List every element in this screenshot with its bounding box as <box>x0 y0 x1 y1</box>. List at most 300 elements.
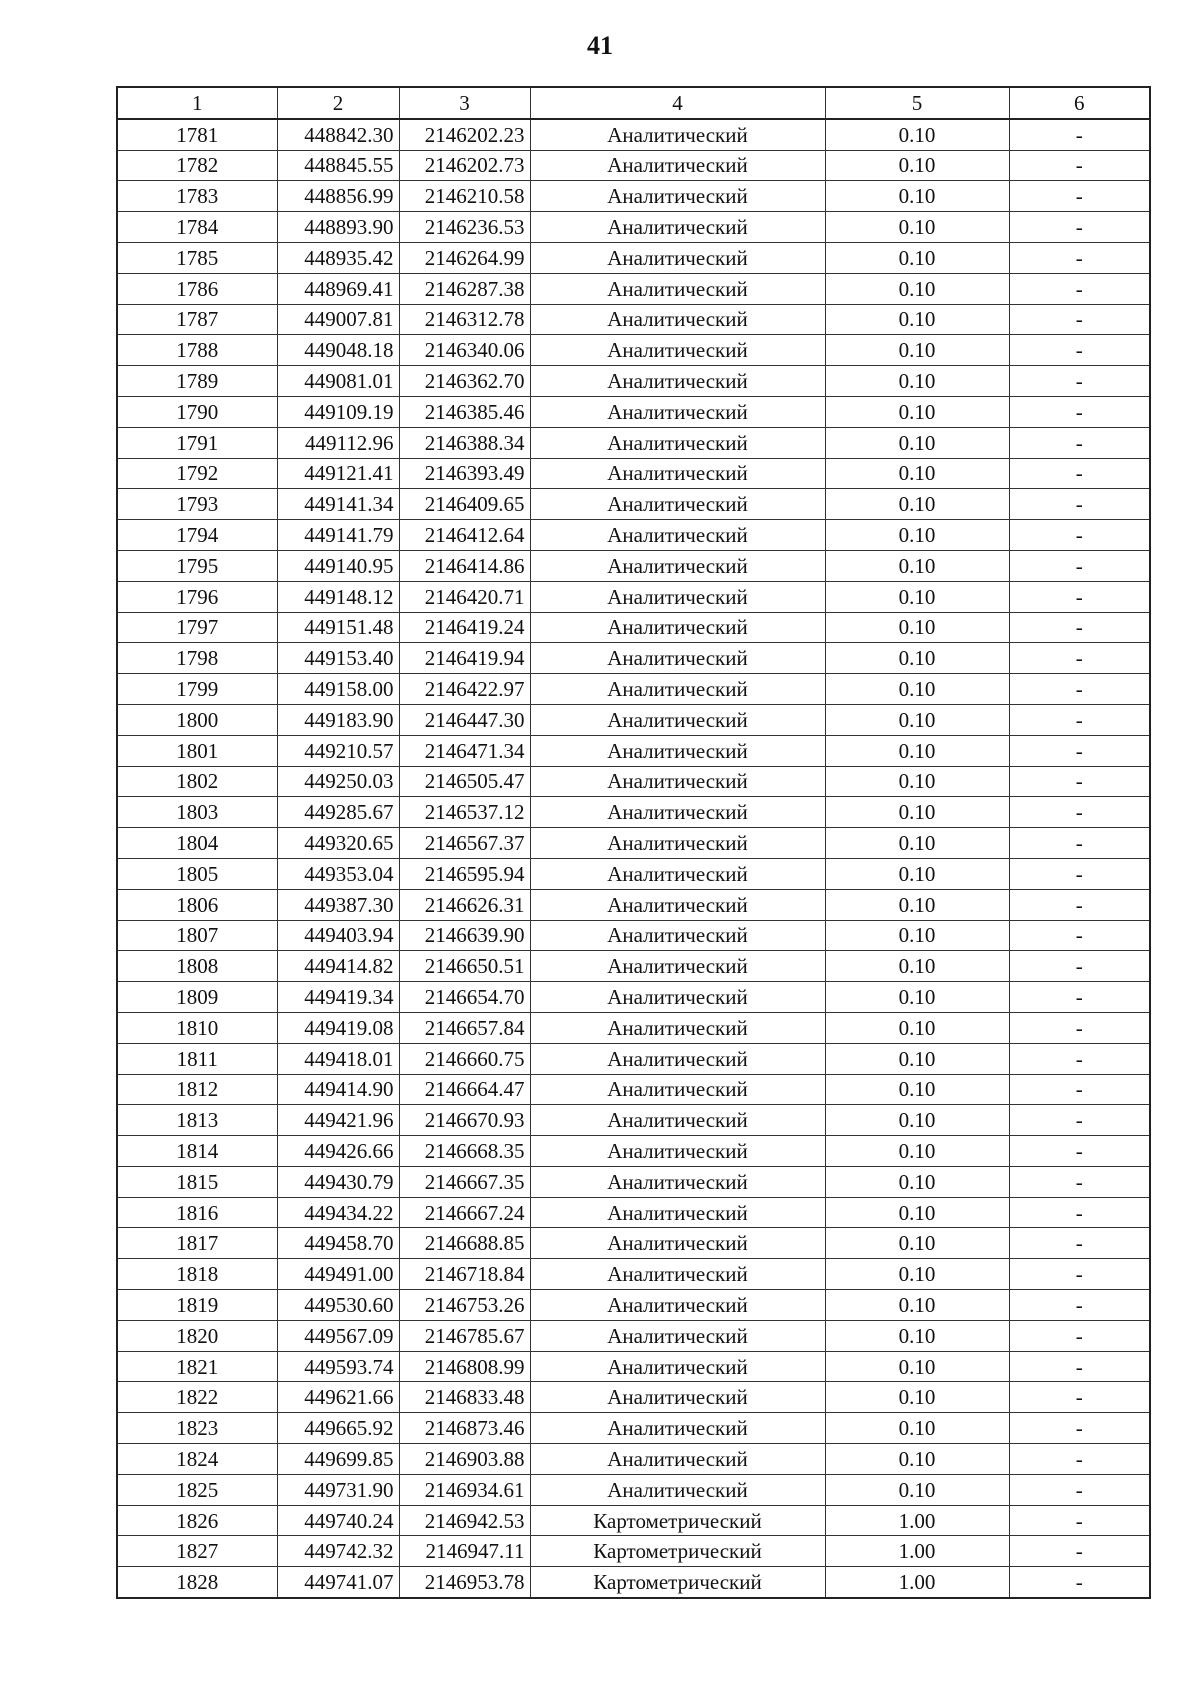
cell-x-coordinate: 449593.74 <box>277 1351 399 1382</box>
cell-y-coordinate: 2146567.37 <box>399 828 530 859</box>
cell-point-number: 1798 <box>117 643 277 674</box>
cell-note: - <box>1009 858 1150 889</box>
cell-x-coordinate: 449740.24 <box>277 1505 399 1536</box>
table-row <box>117 797 1150 828</box>
cell-x-coordinate: 449151.48 <box>277 612 399 643</box>
cell-note: - <box>1009 1351 1150 1382</box>
cell-y-coordinate: 2146210.58 <box>399 181 530 212</box>
table-row <box>117 1228 1150 1259</box>
cell-point-number: 1792 <box>117 458 277 489</box>
cell-note: - <box>1009 273 1150 304</box>
cell-y-coordinate: 2146419.94 <box>399 643 530 674</box>
cell-x-coordinate: 449210.57 <box>277 735 399 766</box>
cell-accuracy: 0.10 <box>825 396 1009 427</box>
cell-note: - <box>1009 181 1150 212</box>
cell-method: Картометрический <box>530 1536 825 1567</box>
cell-point-number: 1808 <box>117 951 277 982</box>
table-row <box>117 766 1150 797</box>
cell-method: Аналитический <box>530 704 825 735</box>
cell-method: Аналитический <box>530 766 825 797</box>
cell-note: - <box>1009 797 1150 828</box>
table-row <box>117 735 1150 766</box>
cell-accuracy: 0.10 <box>825 212 1009 243</box>
cell-x-coordinate: 449121.41 <box>277 458 399 489</box>
cell-x-coordinate: 448935.42 <box>277 242 399 273</box>
table-row <box>117 889 1150 920</box>
cell-y-coordinate: 2146412.64 <box>399 520 530 551</box>
cell-method: Аналитический <box>530 273 825 304</box>
cell-accuracy: 0.10 <box>825 1012 1009 1043</box>
cell-point-number: 1801 <box>117 735 277 766</box>
cell-x-coordinate: 449434.22 <box>277 1197 399 1228</box>
cell-accuracy: 0.10 <box>825 150 1009 181</box>
cell-y-coordinate: 2146264.99 <box>399 242 530 273</box>
cell-point-number: 1799 <box>117 674 277 705</box>
table-row <box>117 704 1150 735</box>
cell-y-coordinate: 2146753.26 <box>399 1290 530 1321</box>
cell-note: - <box>1009 1413 1150 1444</box>
cell-point-number: 1781 <box>117 119 277 150</box>
cell-y-coordinate: 2146414.86 <box>399 550 530 581</box>
cell-y-coordinate: 2146833.48 <box>399 1382 530 1413</box>
table-row <box>117 1166 1150 1197</box>
table-row <box>117 550 1150 581</box>
cell-note: - <box>1009 335 1150 366</box>
table-row <box>117 612 1150 643</box>
cell-note: - <box>1009 889 1150 920</box>
cell-y-coordinate: 2146650.51 <box>399 951 530 982</box>
cell-method: Аналитический <box>530 458 825 489</box>
cell-accuracy: 1.00 <box>825 1505 1009 1536</box>
table-row <box>117 181 1150 212</box>
cell-note: - <box>1009 427 1150 458</box>
table-row <box>117 427 1150 458</box>
cell-x-coordinate: 449530.60 <box>277 1290 399 1321</box>
cell-x-coordinate: 449183.90 <box>277 704 399 735</box>
cell-method: Аналитический <box>530 1382 825 1413</box>
cell-point-number: 1802 <box>117 766 277 797</box>
cell-accuracy: 0.10 <box>825 1136 1009 1167</box>
table-row <box>117 982 1150 1013</box>
cell-note: - <box>1009 304 1150 335</box>
cell-point-number: 1807 <box>117 920 277 951</box>
table-row <box>117 1413 1150 1444</box>
cell-note: - <box>1009 242 1150 273</box>
cell-note: - <box>1009 674 1150 705</box>
cell-x-coordinate: 449665.92 <box>277 1413 399 1444</box>
cell-point-number: 1810 <box>117 1012 277 1043</box>
cell-accuracy: 1.00 <box>825 1536 1009 1567</box>
cell-accuracy: 0.10 <box>825 643 1009 674</box>
cell-x-coordinate: 449419.34 <box>277 982 399 1013</box>
cell-point-number: 1827 <box>117 1536 277 1567</box>
cell-accuracy: 0.10 <box>825 335 1009 366</box>
cell-method: Аналитический <box>530 1074 825 1105</box>
cell-point-number: 1796 <box>117 581 277 612</box>
cell-y-coordinate: 2146362.70 <box>399 366 530 397</box>
cell-x-coordinate: 449081.01 <box>277 366 399 397</box>
cell-method: Аналитический <box>530 119 825 150</box>
cell-method: Аналитический <box>530 1105 825 1136</box>
cell-note: - <box>1009 612 1150 643</box>
cell-point-number: 1813 <box>117 1105 277 1136</box>
column-header-3: 3 <box>399 87 530 119</box>
table-row <box>117 858 1150 889</box>
cell-point-number: 1809 <box>117 982 277 1013</box>
cell-y-coordinate: 2146202.23 <box>399 119 530 150</box>
cell-note: - <box>1009 1474 1150 1505</box>
cell-method: Аналитический <box>530 858 825 889</box>
cell-x-coordinate: 449007.81 <box>277 304 399 335</box>
cell-accuracy: 0.10 <box>825 797 1009 828</box>
cell-point-number: 1806 <box>117 889 277 920</box>
cell-note: - <box>1009 1166 1150 1197</box>
table-row <box>117 828 1150 859</box>
cell-y-coordinate: 2146668.35 <box>399 1136 530 1167</box>
cell-accuracy: 0.10 <box>825 119 1009 150</box>
cell-point-number: 1811 <box>117 1043 277 1074</box>
cell-accuracy: 0.10 <box>825 242 1009 273</box>
cell-note: - <box>1009 1505 1150 1536</box>
cell-method: Аналитический <box>530 951 825 982</box>
column-header-1: 1 <box>117 87 277 119</box>
table-row <box>117 150 1150 181</box>
cell-method: Аналитический <box>530 1413 825 1444</box>
table-row <box>117 920 1150 951</box>
cell-y-coordinate: 2146718.84 <box>399 1259 530 1290</box>
cell-method: Аналитический <box>530 366 825 397</box>
cell-accuracy: 0.10 <box>825 458 1009 489</box>
cell-method: Аналитический <box>530 335 825 366</box>
cell-x-coordinate: 449731.90 <box>277 1474 399 1505</box>
cell-x-coordinate: 449153.40 <box>277 643 399 674</box>
cell-note: - <box>1009 1444 1150 1475</box>
cell-point-number: 1788 <box>117 335 277 366</box>
cell-y-coordinate: 2146409.65 <box>399 489 530 520</box>
cell-accuracy: 0.10 <box>825 612 1009 643</box>
cell-y-coordinate: 2146808.99 <box>399 1351 530 1382</box>
table-body <box>117 119 1150 1598</box>
cell-method: Аналитический <box>530 304 825 335</box>
cell-x-coordinate: 449320.65 <box>277 828 399 859</box>
table-row <box>117 951 1150 982</box>
cell-note: - <box>1009 1567 1150 1598</box>
cell-accuracy: 0.10 <box>825 858 1009 889</box>
cell-x-coordinate: 449491.00 <box>277 1259 399 1290</box>
cell-accuracy: 0.10 <box>825 1351 1009 1382</box>
cell-y-coordinate: 2146639.90 <box>399 920 530 951</box>
table-row <box>117 1351 1150 1382</box>
table-row <box>117 1444 1150 1475</box>
cell-point-number: 1791 <box>117 427 277 458</box>
cell-y-coordinate: 2146873.46 <box>399 1413 530 1444</box>
cell-x-coordinate: 449426.66 <box>277 1136 399 1167</box>
cell-note: - <box>1009 982 1150 1013</box>
cell-accuracy: 0.10 <box>825 1474 1009 1505</box>
header-row <box>117 87 1150 119</box>
cell-y-coordinate: 2146537.12 <box>399 797 530 828</box>
cell-point-number: 1795 <box>117 550 277 581</box>
cell-x-coordinate: 448969.41 <box>277 273 399 304</box>
cell-point-number: 1797 <box>117 612 277 643</box>
cell-note: - <box>1009 1290 1150 1321</box>
cell-method: Аналитический <box>530 643 825 674</box>
cell-x-coordinate: 449048.18 <box>277 335 399 366</box>
table-row <box>117 1197 1150 1228</box>
cell-method: Аналитический <box>530 181 825 212</box>
cell-note: - <box>1009 1536 1150 1567</box>
cell-note: - <box>1009 458 1150 489</box>
cell-accuracy: 0.10 <box>825 982 1009 1013</box>
cell-x-coordinate: 449414.82 <box>277 951 399 982</box>
cell-point-number: 1821 <box>117 1351 277 1382</box>
cell-y-coordinate: 2146903.88 <box>399 1444 530 1475</box>
table-row <box>117 458 1150 489</box>
table-row <box>117 581 1150 612</box>
cell-y-coordinate: 2146942.53 <box>399 1505 530 1536</box>
cell-point-number: 1824 <box>117 1444 277 1475</box>
cell-method: Аналитический <box>530 150 825 181</box>
cell-point-number: 1815 <box>117 1166 277 1197</box>
table-row <box>117 119 1150 150</box>
cell-x-coordinate: 449353.04 <box>277 858 399 889</box>
cell-y-coordinate: 2146340.06 <box>399 335 530 366</box>
table-row <box>117 1290 1150 1321</box>
cell-method: Аналитический <box>530 581 825 612</box>
cell-x-coordinate: 449421.96 <box>277 1105 399 1136</box>
cell-note: - <box>1009 1228 1150 1259</box>
column-header-5: 5 <box>825 87 1009 119</box>
table-row <box>117 1012 1150 1043</box>
cell-y-coordinate: 2146447.30 <box>399 704 530 735</box>
cell-note: - <box>1009 1074 1150 1105</box>
cell-method: Аналитический <box>530 828 825 859</box>
cell-x-coordinate: 448842.30 <box>277 119 399 150</box>
cell-note: - <box>1009 766 1150 797</box>
cell-x-coordinate: 448893.90 <box>277 212 399 243</box>
cell-note: - <box>1009 581 1150 612</box>
cell-y-coordinate: 2146664.47 <box>399 1074 530 1105</box>
cell-accuracy: 0.10 <box>825 1043 1009 1074</box>
cell-y-coordinate: 2146660.75 <box>399 1043 530 1074</box>
cell-x-coordinate: 449418.01 <box>277 1043 399 1074</box>
table-row <box>117 335 1150 366</box>
table-header <box>117 87 1150 119</box>
table-row <box>117 1074 1150 1105</box>
cell-x-coordinate: 449567.09 <box>277 1320 399 1351</box>
cell-y-coordinate: 2146385.46 <box>399 396 530 427</box>
cell-point-number: 1822 <box>117 1382 277 1413</box>
cell-x-coordinate: 449419.08 <box>277 1012 399 1043</box>
cell-method: Аналитический <box>530 674 825 705</box>
cell-point-number: 1786 <box>117 273 277 304</box>
cell-y-coordinate: 2146419.24 <box>399 612 530 643</box>
cell-y-coordinate: 2146393.49 <box>399 458 530 489</box>
cell-note: - <box>1009 1043 1150 1074</box>
cell-point-number: 1803 <box>117 797 277 828</box>
table-row <box>117 520 1150 551</box>
cell-accuracy: 0.10 <box>825 1228 1009 1259</box>
cell-x-coordinate: 449458.70 <box>277 1228 399 1259</box>
cell-accuracy: 0.10 <box>825 1382 1009 1413</box>
cell-accuracy: 0.10 <box>825 427 1009 458</box>
table-row <box>117 212 1150 243</box>
cell-note: - <box>1009 1259 1150 1290</box>
cell-method: Аналитический <box>530 1351 825 1382</box>
cell-x-coordinate: 449158.00 <box>277 674 399 705</box>
table-row <box>117 674 1150 705</box>
cell-note: - <box>1009 489 1150 520</box>
cell-point-number: 1783 <box>117 181 277 212</box>
cell-method: Аналитический <box>530 1197 825 1228</box>
table-row <box>117 242 1150 273</box>
cell-x-coordinate: 449387.30 <box>277 889 399 920</box>
cell-accuracy: 0.10 <box>825 581 1009 612</box>
cell-point-number: 1812 <box>117 1074 277 1105</box>
cell-method: Аналитический <box>530 212 825 243</box>
cell-note: - <box>1009 704 1150 735</box>
cell-method: Аналитический <box>530 1012 825 1043</box>
cell-note: - <box>1009 643 1150 674</box>
cell-x-coordinate: 449414.90 <box>277 1074 399 1105</box>
cell-method: Аналитический <box>530 396 825 427</box>
cell-y-coordinate: 2146287.38 <box>399 273 530 304</box>
table-row <box>117 1105 1150 1136</box>
cell-method: Аналитический <box>530 612 825 643</box>
cell-method: Аналитический <box>530 797 825 828</box>
cell-y-coordinate: 2146471.34 <box>399 735 530 766</box>
cell-accuracy: 0.10 <box>825 1166 1009 1197</box>
cell-accuracy: 0.10 <box>825 550 1009 581</box>
cell-accuracy: 0.10 <box>825 1444 1009 1475</box>
cell-y-coordinate: 2146595.94 <box>399 858 530 889</box>
table-row <box>117 643 1150 674</box>
cell-y-coordinate: 2146667.24 <box>399 1197 530 1228</box>
cell-note: - <box>1009 1197 1150 1228</box>
cell-point-number: 1785 <box>117 242 277 273</box>
cell-method: Аналитический <box>530 1474 825 1505</box>
cell-x-coordinate: 449112.96 <box>277 427 399 458</box>
cell-note: - <box>1009 1136 1150 1167</box>
cell-point-number: 1800 <box>117 704 277 735</box>
cell-x-coordinate: 448845.55 <box>277 150 399 181</box>
cell-method: Аналитический <box>530 889 825 920</box>
cell-accuracy: 0.10 <box>825 951 1009 982</box>
cell-note: - <box>1009 150 1150 181</box>
cell-note: - <box>1009 1320 1150 1351</box>
cell-point-number: 1820 <box>117 1320 277 1351</box>
cell-point-number: 1816 <box>117 1197 277 1228</box>
cell-accuracy: 0.10 <box>825 1197 1009 1228</box>
table-row <box>117 366 1150 397</box>
cell-accuracy: 0.10 <box>825 304 1009 335</box>
cell-x-coordinate: 449621.66 <box>277 1382 399 1413</box>
cell-x-coordinate: 449141.79 <box>277 520 399 551</box>
cell-y-coordinate: 2146953.78 <box>399 1567 530 1598</box>
cell-point-number: 1817 <box>117 1228 277 1259</box>
cell-method: Аналитический <box>530 1290 825 1321</box>
cell-method: Картометрический <box>530 1505 825 1536</box>
table-row <box>117 1536 1150 1567</box>
cell-method: Аналитический <box>530 242 825 273</box>
cell-accuracy: 0.10 <box>825 889 1009 920</box>
cell-accuracy: 0.10 <box>825 1413 1009 1444</box>
table-row <box>117 1043 1150 1074</box>
table-row <box>117 1259 1150 1290</box>
cell-point-number: 1823 <box>117 1413 277 1444</box>
cell-accuracy: 0.10 <box>825 1259 1009 1290</box>
cell-method: Аналитический <box>530 1166 825 1197</box>
cell-method: Аналитический <box>530 982 825 1013</box>
cell-y-coordinate: 2146785.67 <box>399 1320 530 1351</box>
cell-accuracy: 0.10 <box>825 920 1009 951</box>
cell-x-coordinate: 448856.99 <box>277 181 399 212</box>
cell-y-coordinate: 2146202.73 <box>399 150 530 181</box>
table-row <box>117 1382 1150 1413</box>
cell-note: - <box>1009 366 1150 397</box>
cell-note: - <box>1009 1105 1150 1136</box>
cell-y-coordinate: 2146947.11 <box>399 1536 530 1567</box>
table-row <box>117 1567 1150 1598</box>
table-row <box>117 489 1150 520</box>
cell-point-number: 1826 <box>117 1505 277 1536</box>
cell-accuracy: 0.10 <box>825 366 1009 397</box>
cell-y-coordinate: 2146422.97 <box>399 674 530 705</box>
cell-accuracy: 1.00 <box>825 1567 1009 1598</box>
cell-note: - <box>1009 1382 1150 1413</box>
cell-point-number: 1793 <box>117 489 277 520</box>
column-header-4: 4 <box>530 87 825 119</box>
cell-y-coordinate: 2146934.61 <box>399 1474 530 1505</box>
coordinates-table <box>116 86 1151 1599</box>
cell-point-number: 1789 <box>117 366 277 397</box>
column-header-2: 2 <box>277 87 399 119</box>
cell-method: Аналитический <box>530 1228 825 1259</box>
cell-x-coordinate: 449430.79 <box>277 1166 399 1197</box>
cell-y-coordinate: 2146236.53 <box>399 212 530 243</box>
cell-note: - <box>1009 212 1150 243</box>
cell-note: - <box>1009 1012 1150 1043</box>
cell-y-coordinate: 2146388.34 <box>399 427 530 458</box>
cell-point-number: 1825 <box>117 1474 277 1505</box>
cell-note: - <box>1009 520 1150 551</box>
cell-x-coordinate: 449140.95 <box>277 550 399 581</box>
cell-point-number: 1814 <box>117 1136 277 1167</box>
cell-accuracy: 0.10 <box>825 1074 1009 1105</box>
cell-x-coordinate: 449109.19 <box>277 396 399 427</box>
cell-accuracy: 0.10 <box>825 1105 1009 1136</box>
column-header-6: 6 <box>1009 87 1150 119</box>
cell-point-number: 1804 <box>117 828 277 859</box>
cell-accuracy: 0.10 <box>825 520 1009 551</box>
cell-method: Аналитический <box>530 550 825 581</box>
table-row <box>117 1505 1150 1536</box>
cell-accuracy: 0.10 <box>825 273 1009 304</box>
cell-y-coordinate: 2146654.70 <box>399 982 530 1013</box>
page-number: 41 <box>587 31 613 60</box>
cell-point-number: 1818 <box>117 1259 277 1290</box>
table-row <box>117 1136 1150 1167</box>
cell-accuracy: 0.10 <box>825 828 1009 859</box>
cell-x-coordinate: 449741.07 <box>277 1567 399 1598</box>
cell-accuracy: 0.10 <box>825 735 1009 766</box>
cell-method: Картометрический <box>530 1567 825 1598</box>
cell-accuracy: 0.10 <box>825 674 1009 705</box>
cell-note: - <box>1009 920 1150 951</box>
cell-accuracy: 0.10 <box>825 181 1009 212</box>
cell-accuracy: 0.10 <box>825 766 1009 797</box>
cell-note: - <box>1009 951 1150 982</box>
